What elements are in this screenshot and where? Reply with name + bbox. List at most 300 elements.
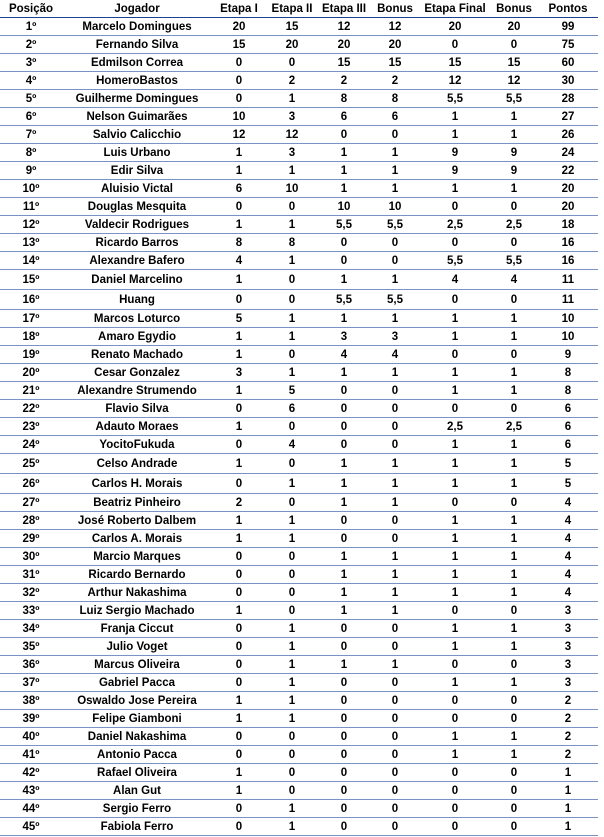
cell-posicao: 7º	[0, 126, 62, 144]
cell-etapa-1: 15	[212, 36, 266, 54]
cell-bonus-1: 10	[370, 198, 420, 216]
cell-bonus-1: 1	[370, 474, 420, 494]
cell-jogador: Salvio Calicchio	[62, 126, 212, 144]
cell-etapa-2: 0	[266, 548, 318, 566]
cell-etapa-3: 1	[318, 180, 370, 198]
cell-pontos: 11	[538, 270, 598, 290]
cell-pontos: 3	[538, 656, 598, 674]
cell-etapa-1: 0	[212, 548, 266, 566]
table-row	[0, 692, 598, 710]
cell-bonus-1: 5,5	[370, 290, 420, 310]
cell-bonus-2: 1	[490, 328, 538, 346]
cell-etapa-3: 1	[318, 310, 370, 328]
cell-etapa-2: 1	[266, 162, 318, 180]
cell-posicao: 9º	[0, 162, 62, 180]
cell-bonus-2: 20	[490, 18, 538, 36]
cell-etapa-3: 1	[318, 364, 370, 382]
cell-posicao: 14º	[0, 252, 62, 270]
cell-bonus-2: 1	[490, 474, 538, 494]
cell-etapa-final: 1	[420, 584, 490, 602]
cell-etapa-2: 0	[266, 494, 318, 512]
cell-etapa-final: 0	[420, 234, 490, 252]
cell-posicao: 6º	[0, 108, 62, 126]
cell-etapa-1: 0	[212, 72, 266, 90]
cell-bonus-2: 0	[490, 764, 538, 782]
cell-etapa-1: 0	[212, 474, 266, 494]
cell-jogador: Luis Urbano	[62, 144, 212, 162]
cell-pontos: 2	[538, 710, 598, 728]
cell-pontos: 2	[538, 746, 598, 764]
cell-jogador: Fabiola Ferro	[62, 818, 212, 836]
header-posicao: Posição	[0, 0, 62, 18]
cell-etapa-1: 1	[212, 346, 266, 364]
cell-bonus-2: 0	[490, 656, 538, 674]
cell-etapa-2: 0	[266, 290, 318, 310]
cell-etapa-1: 1	[212, 144, 266, 162]
cell-jogador: Ricardo Bernardo	[62, 566, 212, 584]
cell-bonus-1: 0	[370, 530, 420, 548]
cell-etapa-2: 1	[266, 328, 318, 346]
cell-etapa-1: 20	[212, 18, 266, 36]
cell-etapa-final: 1	[420, 108, 490, 126]
cell-jogador: HomeroBastos	[62, 72, 212, 90]
cell-etapa-final: 12	[420, 72, 490, 90]
cell-etapa-final: 9	[420, 144, 490, 162]
table-row	[0, 180, 598, 198]
cell-etapa-3: 0	[318, 674, 370, 692]
cell-etapa-final: 0	[420, 656, 490, 674]
cell-pontos: 75	[538, 36, 598, 54]
cell-jogador: Alan Gut	[62, 782, 212, 800]
cell-etapa-3: 1	[318, 474, 370, 494]
cell-posicao: 3º	[0, 54, 62, 72]
cell-etapa-final: 1	[420, 674, 490, 692]
cell-bonus-1: 0	[370, 710, 420, 728]
cell-posicao: 29º	[0, 530, 62, 548]
cell-bonus-1: 0	[370, 252, 420, 270]
cell-jogador: Felipe Giamboni	[62, 710, 212, 728]
cell-jogador: Ricardo Barros	[62, 234, 212, 252]
cell-bonus-1: 20	[370, 36, 420, 54]
cell-bonus-1: 1	[370, 310, 420, 328]
cell-posicao: 26º	[0, 474, 62, 494]
cell-jogador: Oswaldo Jose Pereira	[62, 692, 212, 710]
cell-posicao: 41º	[0, 746, 62, 764]
cell-jogador: Celso Andrade	[62, 454, 212, 474]
cell-etapa-3: 6	[318, 108, 370, 126]
cell-etapa-2: 0	[266, 198, 318, 216]
cell-bonus-1: 1	[370, 656, 420, 674]
cell-posicao: 40º	[0, 728, 62, 746]
cell-pontos: 4	[538, 566, 598, 584]
cell-jogador: Carlos A. Morais	[62, 530, 212, 548]
cell-pontos: 2	[538, 692, 598, 710]
cell-etapa-2: 4	[266, 436, 318, 454]
cell-pontos: 16	[538, 234, 598, 252]
cell-posicao: 45º	[0, 818, 62, 836]
cell-etapa-final: 1	[420, 180, 490, 198]
table-row	[0, 400, 598, 418]
cell-bonus-1: 15	[370, 54, 420, 72]
table-row	[0, 584, 598, 602]
table-row	[0, 72, 598, 90]
cell-posicao: 16º	[0, 290, 62, 310]
cell-etapa-1: 8	[212, 234, 266, 252]
cell-bonus-1: 0	[370, 764, 420, 782]
cell-bonus-2: 1	[490, 180, 538, 198]
cell-posicao: 11º	[0, 198, 62, 216]
cell-pontos: 3	[538, 638, 598, 656]
cell-pontos: 10	[538, 310, 598, 328]
cell-etapa-2: 0	[266, 728, 318, 746]
cell-etapa-2: 0	[266, 346, 318, 364]
cell-posicao: 33º	[0, 602, 62, 620]
cell-jogador: Daniel Nakashima	[62, 728, 212, 746]
cell-etapa-2: 0	[266, 418, 318, 436]
cell-etapa-final: 0	[420, 764, 490, 782]
cell-posicao: 4º	[0, 72, 62, 90]
cell-etapa-final: 9	[420, 162, 490, 180]
cell-jogador: Gabriel Pacca	[62, 674, 212, 692]
cell-etapa-final: 5,5	[420, 90, 490, 108]
cell-etapa-2: 1	[266, 310, 318, 328]
cell-etapa-3: 1	[318, 584, 370, 602]
cell-etapa-final: 0	[420, 782, 490, 800]
cell-posicao: 13º	[0, 234, 62, 252]
cell-etapa-2: 3	[266, 144, 318, 162]
cell-bonus-2: 15	[490, 54, 538, 72]
cell-etapa-2: 1	[266, 252, 318, 270]
cell-bonus-2: 5,5	[490, 90, 538, 108]
cell-etapa-2: 6	[266, 400, 318, 418]
cell-etapa-2: 8	[266, 234, 318, 252]
cell-posicao: 23º	[0, 418, 62, 436]
cell-bonus-1: 6	[370, 108, 420, 126]
cell-etapa-3: 0	[318, 436, 370, 454]
cell-etapa-2: 5	[266, 382, 318, 400]
cell-posicao: 15º	[0, 270, 62, 290]
cell-bonus-2: 2,5	[490, 216, 538, 234]
cell-pontos: 6	[538, 418, 598, 436]
cell-etapa-final: 1	[420, 364, 490, 382]
cell-etapa-2: 1	[266, 512, 318, 530]
cell-etapa-1: 0	[212, 566, 266, 584]
cell-etapa-final: 15	[420, 54, 490, 72]
cell-pontos: 6	[538, 400, 598, 418]
cell-pontos: 4	[538, 512, 598, 530]
table-row	[0, 548, 598, 566]
cell-pontos: 1	[538, 764, 598, 782]
cell-posicao: 43º	[0, 782, 62, 800]
table-body	[0, 18, 598, 836]
cell-etapa-final: 1	[420, 436, 490, 454]
cell-pontos: 28	[538, 90, 598, 108]
cell-bonus-2: 1	[490, 548, 538, 566]
cell-etapa-final: 1	[420, 474, 490, 494]
cell-bonus-2: 12	[490, 72, 538, 90]
cell-bonus-2: 1	[490, 746, 538, 764]
cell-bonus-2: 1	[490, 566, 538, 584]
cell-bonus-2: 0	[490, 800, 538, 818]
cell-etapa-1: 4	[212, 252, 266, 270]
cell-pontos: 20	[538, 198, 598, 216]
cell-bonus-1: 2	[370, 72, 420, 90]
cell-etapa-1: 12	[212, 126, 266, 144]
cell-pontos: 8	[538, 382, 598, 400]
cell-etapa-2: 0	[266, 454, 318, 474]
table-row	[0, 474, 598, 494]
table-row	[0, 436, 598, 454]
cell-etapa-2: 0	[266, 566, 318, 584]
cell-etapa-final: 2,5	[420, 216, 490, 234]
cell-pontos: 1	[538, 782, 598, 800]
cell-pontos: 24	[538, 144, 598, 162]
cell-bonus-1: 8	[370, 90, 420, 108]
cell-bonus-2: 1	[490, 436, 538, 454]
cell-etapa-final: 1	[420, 620, 490, 638]
cell-etapa-3: 1	[318, 162, 370, 180]
cell-bonus-2: 1	[490, 638, 538, 656]
cell-posicao: 18º	[0, 328, 62, 346]
header-etapa-final: Etapa Final	[420, 0, 490, 18]
cell-bonus-1: 1	[370, 144, 420, 162]
cell-etapa-1: 1	[212, 418, 266, 436]
cell-etapa-1: 0	[212, 584, 266, 602]
cell-etapa-3: 0	[318, 512, 370, 530]
cell-etapa-1: 1	[212, 602, 266, 620]
cell-pontos: 5	[538, 474, 598, 494]
cell-bonus-1: 1	[370, 548, 420, 566]
cell-bonus-1: 0	[370, 638, 420, 656]
cell-bonus-2: 0	[490, 198, 538, 216]
cell-etapa-1: 1	[212, 512, 266, 530]
table-row	[0, 18, 598, 36]
table-row	[0, 530, 598, 548]
cell-jogador: Amaro Egydio	[62, 328, 212, 346]
cell-etapa-2: 1	[266, 674, 318, 692]
cell-bonus-1: 1	[370, 602, 420, 620]
cell-bonus-1: 1	[370, 566, 420, 584]
cell-etapa-final: 1	[420, 310, 490, 328]
cell-jogador: Huang	[62, 290, 212, 310]
table-row	[0, 512, 598, 530]
cell-etapa-1: 0	[212, 800, 266, 818]
cell-etapa-1: 0	[212, 198, 266, 216]
cell-jogador: José Roberto Dalbem	[62, 512, 212, 530]
cell-pontos: 3	[538, 620, 598, 638]
cell-jogador: Edmilson Correa	[62, 54, 212, 72]
cell-etapa-1: 0	[212, 436, 266, 454]
cell-posicao: 28º	[0, 512, 62, 530]
cell-etapa-3: 5,5	[318, 216, 370, 234]
table-row	[0, 216, 598, 234]
cell-jogador: Marcos Loturco	[62, 310, 212, 328]
cell-bonus-1: 1	[370, 364, 420, 382]
cell-bonus-1: 3	[370, 328, 420, 346]
table-row	[0, 764, 598, 782]
cell-bonus-2: 9	[490, 144, 538, 162]
cell-posicao: 44º	[0, 800, 62, 818]
cell-bonus-2: 1	[490, 620, 538, 638]
cell-bonus-2: 1	[490, 108, 538, 126]
cell-jogador: Guilherme Domingues	[62, 90, 212, 108]
cell-pontos: 27	[538, 108, 598, 126]
cell-etapa-3: 0	[318, 418, 370, 436]
cell-bonus-2: 1	[490, 584, 538, 602]
cell-posicao: 21º	[0, 382, 62, 400]
cell-etapa-final: 1	[420, 382, 490, 400]
table-row	[0, 782, 598, 800]
table-row	[0, 198, 598, 216]
cell-bonus-2: 4	[490, 270, 538, 290]
cell-etapa-2: 1	[266, 692, 318, 710]
cell-posicao: 17º	[0, 310, 62, 328]
cell-etapa-1: 1	[212, 382, 266, 400]
cell-jogador: YocitoFukuda	[62, 436, 212, 454]
cell-etapa-final: 0	[420, 710, 490, 728]
cell-pontos: 1	[538, 818, 598, 836]
cell-etapa-1: 1	[212, 710, 266, 728]
cell-bonus-2: 0	[490, 692, 538, 710]
cell-posicao: 36º	[0, 656, 62, 674]
cell-jogador: Valdecir Rodrigues	[62, 216, 212, 234]
cell-etapa-final: 1	[420, 126, 490, 144]
header-etapa-3: Etapa III	[318, 0, 370, 18]
cell-etapa-3: 5,5	[318, 290, 370, 310]
cell-etapa-3: 0	[318, 782, 370, 800]
cell-etapa-final: 0	[420, 400, 490, 418]
cell-pontos: 4	[538, 548, 598, 566]
cell-etapa-2: 3	[266, 108, 318, 126]
table-row	[0, 36, 598, 54]
cell-etapa-3: 1	[318, 656, 370, 674]
cell-bonus-1: 0	[370, 436, 420, 454]
cell-pontos: 20	[538, 180, 598, 198]
cell-posicao: 32º	[0, 584, 62, 602]
cell-etapa-3: 4	[318, 346, 370, 364]
cell-jogador: Luiz Sergio Machado	[62, 602, 212, 620]
cell-jogador: Edir Silva	[62, 162, 212, 180]
cell-etapa-3: 0	[318, 818, 370, 836]
cell-pontos: 26	[538, 126, 598, 144]
cell-posicao: 19º	[0, 346, 62, 364]
cell-etapa-final: 0	[420, 290, 490, 310]
table-row	[0, 108, 598, 126]
cell-etapa-1: 5	[212, 310, 266, 328]
cell-pontos: 60	[538, 54, 598, 72]
cell-etapa-3: 1	[318, 566, 370, 584]
cell-jogador: Daniel Marcelino	[62, 270, 212, 290]
cell-bonus-2: 0	[490, 710, 538, 728]
table-row	[0, 620, 598, 638]
cell-posicao: 20º	[0, 364, 62, 382]
cell-bonus-2: 1	[490, 126, 538, 144]
cell-bonus-1: 0	[370, 382, 420, 400]
cell-etapa-1: 1	[212, 782, 266, 800]
cell-etapa-2: 0	[266, 764, 318, 782]
cell-etapa-3: 8	[318, 90, 370, 108]
cell-bonus-2: 5,5	[490, 252, 538, 270]
table-row	[0, 328, 598, 346]
cell-pontos: 2	[538, 728, 598, 746]
cell-bonus-1: 0	[370, 418, 420, 436]
cell-etapa-3: 1	[318, 144, 370, 162]
cell-etapa-2: 2	[266, 72, 318, 90]
header-pontos: Pontos	[538, 0, 598, 18]
cell-bonus-2: 0	[490, 290, 538, 310]
table-row	[0, 382, 598, 400]
table-row	[0, 270, 598, 290]
header-etapa-1: Etapa I	[212, 0, 266, 18]
cell-etapa-3: 0	[318, 638, 370, 656]
cell-pontos: 5	[538, 454, 598, 474]
cell-bonus-2: 1	[490, 530, 538, 548]
header-row	[0, 0, 598, 18]
cell-bonus-1: 0	[370, 512, 420, 530]
cell-jogador: Aluisio Victal	[62, 180, 212, 198]
cell-bonus-2: 9	[490, 162, 538, 180]
table-row	[0, 346, 598, 364]
table-row	[0, 566, 598, 584]
cell-posicao: 25º	[0, 454, 62, 474]
cell-etapa-2: 15	[266, 18, 318, 36]
cell-jogador: Douglas Mesquita	[62, 198, 212, 216]
cell-posicao: 30º	[0, 548, 62, 566]
cell-etapa-final: 1	[420, 746, 490, 764]
cell-etapa-final: 0	[420, 692, 490, 710]
cell-jogador: Cesar Gonzalez	[62, 364, 212, 382]
table-row	[0, 90, 598, 108]
cell-etapa-2: 1	[266, 216, 318, 234]
cell-posicao: 10º	[0, 180, 62, 198]
cell-bonus-1: 0	[370, 728, 420, 746]
cell-etapa-1: 1	[212, 692, 266, 710]
cell-etapa-final: 0	[420, 818, 490, 836]
cell-bonus-1: 0	[370, 400, 420, 418]
table-row	[0, 818, 598, 836]
cell-etapa-3: 0	[318, 382, 370, 400]
cell-etapa-final: 1	[420, 566, 490, 584]
cell-jogador: Julio Voget	[62, 638, 212, 656]
cell-etapa-2: 0	[266, 270, 318, 290]
cell-etapa-1: 3	[212, 364, 266, 382]
cell-etapa-1: 0	[212, 400, 266, 418]
table-row	[0, 494, 598, 512]
cell-etapa-final: 20	[420, 18, 490, 36]
cell-etapa-1: 0	[212, 656, 266, 674]
cell-posicao: 12º	[0, 216, 62, 234]
cell-etapa-2: 0	[266, 584, 318, 602]
cell-etapa-final: 4	[420, 270, 490, 290]
header-bonus-2: Bonus	[490, 0, 538, 18]
table-row	[0, 310, 598, 328]
cell-etapa-3: 0	[318, 234, 370, 252]
cell-etapa-3: 15	[318, 54, 370, 72]
cell-etapa-2: 1	[266, 90, 318, 108]
cell-pontos: 30	[538, 72, 598, 90]
header-jogador: Jogador	[62, 0, 212, 18]
cell-etapa-final: 1	[420, 638, 490, 656]
table-row	[0, 728, 598, 746]
cell-etapa-1: 0	[212, 290, 266, 310]
cell-etapa-1: 0	[212, 728, 266, 746]
cell-bonus-2: 1	[490, 674, 538, 692]
cell-etapa-3: 0	[318, 400, 370, 418]
cell-etapa-3: 0	[318, 746, 370, 764]
cell-etapa-2: 1	[266, 620, 318, 638]
cell-bonus-2: 1	[490, 382, 538, 400]
cell-etapa-2: 10	[266, 180, 318, 198]
